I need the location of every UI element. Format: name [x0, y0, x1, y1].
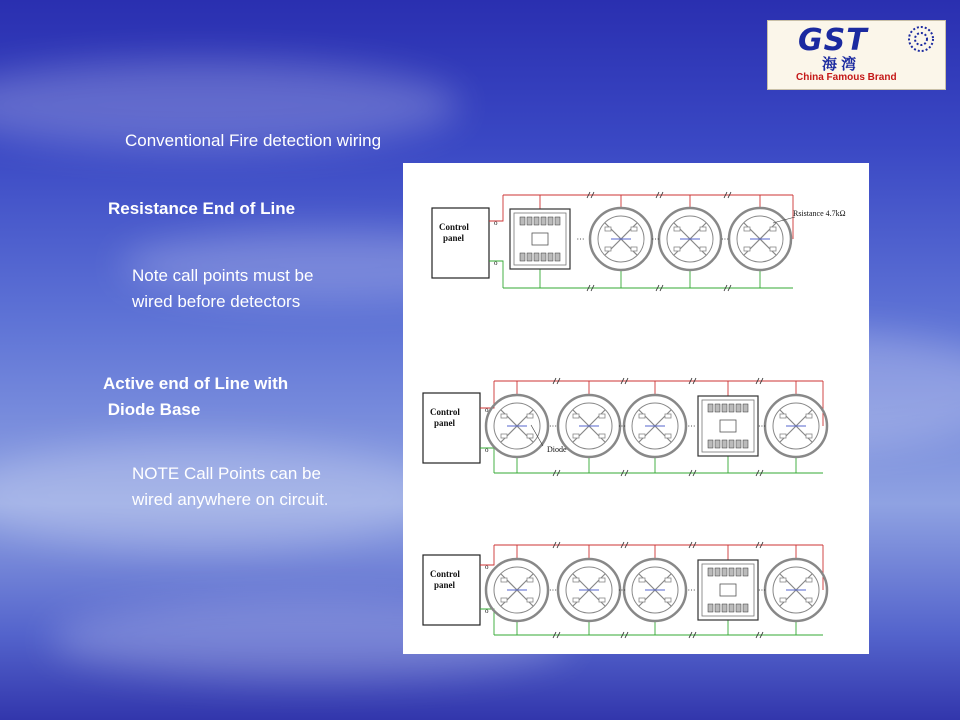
detector-terminal	[631, 227, 637, 231]
panel-terminal-label: o	[494, 219, 498, 227]
wiring-diagram-svg	[403, 163, 869, 654]
detector-terminal	[700, 247, 706, 251]
panel-terminal-label: o	[485, 406, 489, 414]
call-point-bottom-terminal	[736, 440, 741, 448]
detector-terminal	[806, 414, 812, 418]
note-call-points-line2: wired before detectors	[132, 292, 301, 311]
detector-terminal	[573, 578, 579, 582]
call-point-top-terminal	[548, 217, 553, 225]
panel-terminal-label: o	[485, 563, 489, 571]
detector-terminal	[573, 598, 579, 602]
panel-terminal-label: o	[485, 607, 489, 615]
call-point-top-terminal	[729, 404, 734, 412]
call-point-top-terminal	[743, 404, 748, 412]
call-point-bottom-terminal	[715, 604, 720, 612]
detector-terminal	[605, 227, 611, 231]
section-heading-diode-line1: Active end of Line with	[103, 374, 289, 393]
call-point-bottom-terminal	[708, 440, 713, 448]
call-point-bottom-terminal	[715, 440, 720, 448]
call-point-module	[510, 209, 570, 269]
continuation-dots: ···	[758, 586, 766, 595]
positive-feed-wire	[480, 545, 494, 565]
control-panel-box	[432, 208, 489, 278]
detector-terminal	[501, 414, 507, 418]
detector-terminal	[527, 434, 533, 438]
call-point-bottom-terminal	[743, 604, 748, 612]
detector-terminal	[639, 434, 645, 438]
call-point-top-terminal	[736, 568, 741, 576]
detector-terminal	[631, 247, 637, 251]
logo-chinese-text: 海 湾	[822, 56, 857, 73]
call-point-top-terminal	[722, 404, 727, 412]
detector-terminal	[806, 434, 812, 438]
call-point-bottom-terminal	[527, 253, 532, 261]
detector-terminal	[573, 414, 579, 418]
call-point-top-terminal	[743, 568, 748, 576]
detector-base	[558, 395, 620, 457]
call-point-bottom-terminal	[736, 604, 741, 612]
call-point-top-terminal	[534, 217, 539, 225]
detector-terminal	[599, 598, 605, 602]
detector-terminal	[639, 578, 645, 582]
call-point-top-terminal	[555, 217, 560, 225]
detector-base	[659, 208, 721, 270]
detector-terminal	[744, 227, 750, 231]
detector-base	[624, 559, 686, 621]
detector-terminal	[780, 434, 786, 438]
call-point-bottom-terminal	[708, 604, 713, 612]
detector-terminal	[527, 414, 533, 418]
call-point-bottom-terminal	[729, 440, 734, 448]
section-heading-diode-line2: Diode Base	[103, 400, 201, 419]
panel-terminal-label: o	[485, 446, 489, 454]
detector-terminal	[665, 598, 671, 602]
detector-terminal	[527, 578, 533, 582]
continuation-dots: ···	[687, 422, 696, 431]
detector-terminal	[599, 414, 605, 418]
continuation-dots: ···	[576, 235, 585, 244]
slide-title: Conventional Fire detection wiring	[125, 131, 382, 150]
diode-label: Diode	[547, 445, 567, 454]
call-point-top-terminal	[708, 404, 713, 412]
detector-base	[558, 559, 620, 621]
call-point-bottom-terminal	[555, 253, 560, 261]
detector-terminal	[573, 434, 579, 438]
call-point-bottom-terminal	[722, 440, 727, 448]
detector-terminal	[639, 414, 645, 418]
call-point-outer-box	[698, 560, 758, 620]
call-point-top-terminal	[527, 217, 532, 225]
detector-base	[729, 208, 791, 270]
note-anywhere-line2: wired anywhere on circuit.	[132, 490, 329, 509]
call-point-bottom-terminal	[520, 253, 525, 261]
detector-terminal	[605, 247, 611, 251]
control-panel-label: panel	[434, 418, 456, 428]
detector-terminal	[501, 434, 507, 438]
control-panel-label: panel	[443, 233, 465, 243]
detector-terminal	[665, 414, 671, 418]
detector-terminal	[780, 414, 786, 418]
logo-globe-icon	[906, 24, 936, 54]
panel-terminal-label: o	[494, 259, 498, 267]
detector-terminal	[674, 227, 680, 231]
gst-logo	[767, 20, 946, 90]
call-point-top-terminal	[715, 568, 720, 576]
control-panel-box	[423, 555, 480, 625]
detector-terminal	[806, 598, 812, 602]
detector-terminal	[806, 578, 812, 582]
detector-terminal	[527, 598, 533, 602]
call-point-outer-box	[510, 209, 570, 269]
continuation-dots: ···	[549, 422, 557, 431]
detector-base	[590, 208, 652, 270]
control-panel-label: panel	[434, 580, 456, 590]
continuation-dots: ···	[721, 235, 729, 244]
call-point-top-terminal	[708, 568, 713, 576]
control-panel-box	[423, 393, 480, 463]
wiring-diagram	[403, 163, 869, 654]
continuation-dots: ···	[687, 586, 696, 595]
detector-terminal	[780, 598, 786, 602]
control-panel-label: Control	[430, 569, 460, 579]
continuation-dots: ···	[651, 235, 660, 244]
continuation-dots: ···	[618, 586, 626, 595]
call-point-outer-box	[698, 396, 758, 456]
detector-base	[624, 395, 686, 457]
note-call-points-line1: Note call points must be	[132, 266, 314, 285]
call-point-top-terminal	[729, 568, 734, 576]
detector-terminal	[674, 247, 680, 251]
logo-tagline: China Famous Brand	[796, 72, 897, 83]
detector-terminal	[599, 434, 605, 438]
detector-terminal	[770, 227, 776, 231]
detector-base	[765, 395, 827, 457]
detector-base	[486, 395, 548, 457]
call-point-top-terminal	[736, 404, 741, 412]
detector-terminal	[780, 578, 786, 582]
detector-terminal	[599, 578, 605, 582]
detector-terminal	[665, 578, 671, 582]
positive-feed-wire	[480, 381, 494, 408]
call-point-top-terminal	[722, 568, 727, 576]
section-heading-resistance: Resistance End of Line	[108, 199, 296, 218]
control-panel-label: Control	[430, 407, 460, 417]
continuation-dots: ···	[549, 586, 557, 595]
call-point-bottom-terminal	[743, 440, 748, 448]
detector-terminal	[744, 247, 750, 251]
call-point-bottom-terminal	[534, 253, 539, 261]
detector-terminal	[639, 598, 645, 602]
call-point-bottom-terminal	[548, 253, 553, 261]
call-point-module	[698, 560, 758, 620]
detector-base	[486, 559, 548, 621]
detector-base	[765, 559, 827, 621]
call-point-bottom-terminal	[722, 604, 727, 612]
call-point-top-terminal	[715, 404, 720, 412]
call-point-bottom-terminal	[729, 604, 734, 612]
call-point-bottom-terminal	[541, 253, 546, 261]
resistance-label: Rsistance 4.7kΩ	[793, 209, 846, 218]
detector-terminal	[501, 578, 507, 582]
call-point-module	[698, 396, 758, 456]
control-panel-label: Control	[439, 222, 469, 232]
logo-mark: GST	[798, 23, 868, 58]
detector-terminal	[770, 247, 776, 251]
note-anywhere-line1: NOTE Call Points can be	[132, 464, 321, 483]
call-point-top-terminal	[520, 217, 525, 225]
detector-terminal	[501, 598, 507, 602]
detector-terminal	[665, 434, 671, 438]
positive-feed-wire	[489, 195, 503, 221]
continuation-dots: ···	[618, 422, 626, 431]
call-point-top-terminal	[541, 217, 546, 225]
continuation-dots: ···	[758, 422, 766, 431]
detector-terminal	[700, 227, 706, 231]
